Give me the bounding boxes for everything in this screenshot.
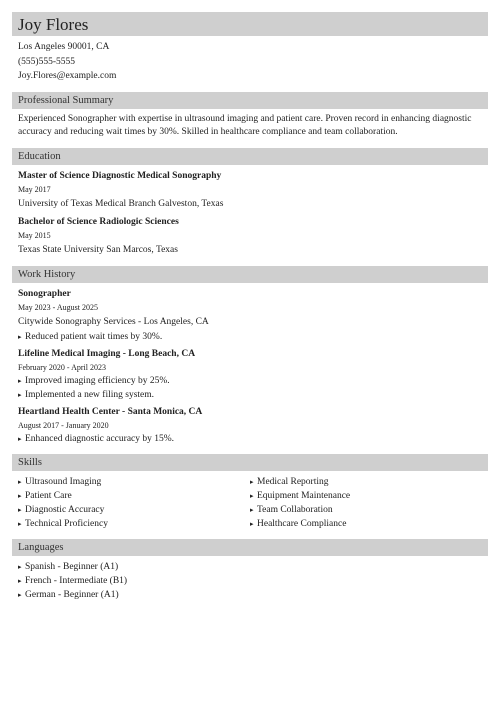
language-item: ▸ German - Beginner (A1) bbox=[18, 588, 482, 602]
degree-date: May 2015 bbox=[18, 230, 51, 240]
education-entry bbox=[18, 169, 482, 212]
degree-date: May 2017 bbox=[18, 184, 51, 194]
skill-item: ▸ Diagnostic Accuracy bbox=[18, 503, 250, 517]
school-name: Texas State University San Marcos, Texas bbox=[18, 244, 178, 255]
skills-grid bbox=[18, 475, 482, 531]
skill-item: ▸ Patient Care bbox=[18, 489, 250, 503]
list-item: ▸ Enhanced diagnostic accuracy by 15%. bbox=[18, 432, 482, 446]
skills-column-left bbox=[18, 475, 250, 531]
language-item: ▸ French - Intermediate (B1) bbox=[18, 574, 482, 588]
contact-address: Los Angeles 90001, CA bbox=[18, 42, 110, 52]
list-item: ▸ Reduced patient wait times by 30%. bbox=[18, 330, 482, 344]
skills-column-right bbox=[250, 475, 482, 531]
section-header-education bbox=[12, 148, 488, 165]
candidate-name: Joy Flores bbox=[18, 14, 89, 34]
summary-body bbox=[12, 109, 488, 140]
languages-list bbox=[18, 560, 482, 602]
section-title: Professional Summary bbox=[18, 94, 114, 106]
list-item: ▸ Implemented a new filing system. bbox=[18, 388, 482, 402]
languages-body bbox=[12, 556, 488, 602]
skill-item: ▸ Ultrasound Imaging bbox=[18, 475, 250, 489]
language-item: ▸ Spanish - Beginner (A1) bbox=[18, 560, 482, 574]
skills-body bbox=[12, 471, 488, 531]
skill-item: ▸ Equipment Maintenance bbox=[250, 489, 482, 503]
name-header bbox=[12, 12, 488, 36]
skill-item: ▸ Healthcare Compliance bbox=[250, 517, 482, 531]
summary-text: Experienced Sonographer with expertise in ultrasound imaging and patient care. Proven record in enhancing diagnostic accuracy and reducing wait times by 30%. Skilled in healthcare compliance and team collaboration. bbox=[18, 113, 472, 137]
section-title: Work History bbox=[18, 268, 76, 280]
work-body bbox=[12, 283, 488, 446]
work-entry bbox=[18, 405, 482, 446]
contact-phone: (555)555-5555 bbox=[18, 56, 75, 67]
contact-email: Joy.Flores@example.com bbox=[18, 71, 117, 81]
work-entry bbox=[18, 287, 482, 344]
job-date: May 2023 - August 2025 bbox=[18, 302, 98, 312]
section-header-work bbox=[12, 266, 488, 283]
section-title: Skills bbox=[18, 456, 42, 468]
job-title: Sonographer bbox=[18, 288, 71, 299]
section-header-skills bbox=[12, 454, 488, 471]
job-title: Lifeline Medical Imaging - Long Beach, CA bbox=[18, 348, 196, 359]
job-bullets bbox=[18, 374, 482, 402]
degree-title: Master of Science Diagnostic Medical Sonography bbox=[18, 170, 222, 181]
list-item: ▸ Improved imaging efficiency by 25%. bbox=[18, 374, 482, 388]
education-entry bbox=[18, 215, 482, 258]
education-body bbox=[12, 165, 488, 258]
section-header-languages bbox=[12, 539, 488, 556]
school-name: University of Texas Medical Branch Galveston, Texas bbox=[18, 198, 224, 209]
section-title: Education bbox=[18, 150, 61, 162]
contact-info bbox=[12, 36, 488, 84]
job-bullets bbox=[18, 330, 482, 344]
skill-item: ▸ Technical Proficiency bbox=[18, 517, 250, 531]
section-header-summary bbox=[12, 92, 488, 109]
job-company: Citywide Sonography Services - Los Angeles, CA bbox=[18, 316, 209, 327]
job-date: August 2017 - January 2020 bbox=[18, 420, 109, 430]
job-bullets bbox=[18, 432, 482, 446]
job-title: Heartland Health Center - Santa Monica, CA bbox=[18, 406, 203, 417]
skill-item: ▸ Medical Reporting bbox=[250, 475, 482, 489]
section-title: Languages bbox=[18, 541, 64, 553]
work-entry bbox=[18, 347, 482, 402]
degree-title: Bachelor of Science Radiologic Sciences bbox=[18, 216, 179, 227]
skill-item: ▸ Team Collaboration bbox=[250, 503, 482, 517]
job-date: February 2020 - April 2023 bbox=[18, 362, 106, 372]
